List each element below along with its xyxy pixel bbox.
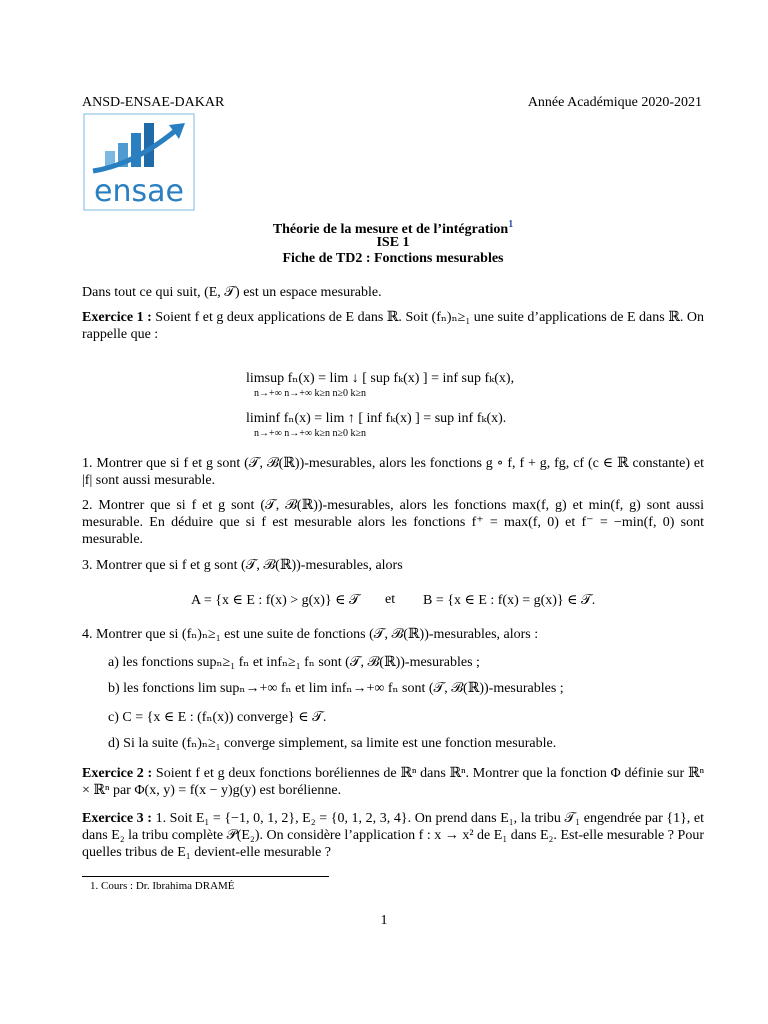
title-line1: Théorie de la mesure et de l’intégration$^1$ [272,219,514,237]
exercise-1-q4c: c) C = {x ∈ E : (fₙ(x)) converge} ∈ 𝒯. [108,710,327,725]
footnote-text: 1. Cours : Dr. Ibrahima DRAMÉ [90,880,235,892]
header-institution: ANSD-ENSAE-DAKAR [82,95,225,110]
equation-limsup: limsup fₙ(x) = lim ↓ [ sup fₖ(x) ] = inf sup fₖ(x), [246,371,515,386]
intro-text: Dans tout ce qui suit, (E, 𝒯) est un espace mesurable. [82,285,382,300]
equation-limsup-subscripts: n→+∞ n→+∞ k≥n n≥0 k≥n [254,388,367,399]
exercise-3-statement: Exercice 3 : 1. Soit E₁ = {−1, 0, 1, 2}, E₂ = {0, 1, 2, 3, 4}. On prend dans E₁, la tribu 𝒯₁ engendrée par {1}, et dans E₂ la tribu complète 𝒫(E₂). On considère l’application f : x → x² de E₁ dans E₂. Est-elle mesurable ? Pour quelles tribus de E₁ devient-elle mesurable ? [82,811,705,860]
exercise-1-q2: 2. Montrer que si f et g sont (𝒯, ℬ(ℝ))-mesurables, alors les fonctions max(f, g) et min(f, g) sont aussi mesurable. En déduire que si f est mesurable alors les fonctions f⁺ = max(f, 0) et f⁻ = −min(f, 0) sont mesurable. [82,498,704,547]
equation-et: et [385,592,396,607]
exercise-1-q4d: d) Si la suite (fₙ)ₙ≥₁ converge simplement, sa limite est une fonction mesurable. [108,736,557,751]
exercise-3-label: Exercice 3 : [82,811,152,826]
exercise-1-q4: 4. Montrer que si (fₙ)ₙ≥₁ est une suite de fonctions (𝒯, ℬ(ℝ))-mesurables, alors : [82,627,539,642]
exercise-1-q4b: b) les fonctions lim supₙ→+∞ fₙ et lim infₙ→+∞ fₙ sont (𝒯, ℬ(ℝ))-mesurables ; [108,681,564,696]
equation-set-a: A = {x ∈ E : f(x) > g(x)} ∈ 𝒯 [191,593,360,608]
equation-liminf-subscripts: n→+∞ n→+∞ k≥n n≥0 k≥n [254,428,367,439]
title-line3: Fiche de TD2 : Fonctions mesurables [282,251,504,266]
exercise-1-q1: 1. Montrer que si f et g sont (𝒯, ℬ(ℝ))-mesurables, alors les fonctions g ∘ f, f + g, fg, cf (c ∈ ℝ constante) et |f| sont aussi mesurable. [82,456,704,488]
exercise-1-statement: Exercice 1 : Soient f et g deux applications de E dans ℝ. Soit (fₙ)ₙ≥₁ une suite d’applications de E dans ℝ. On rappelle que : [82,310,704,342]
equation-liminf: liminf fₙ(x) = lim ↑ [ inf fₖ(x) ] = sup inf fₖ(x). [246,411,507,426]
logo-text: ensae [94,174,184,209]
exercise-1-label: Exercice 1 : [82,310,152,325]
exercise-2-statement: Exercice 2 : Soient f et g deux fonctions boréliennes de ℝⁿ dans ℝⁿ. Montrer que la fonction Φ définie sur ℝⁿ × ℝⁿ par Φ(x, y) = f(x − y)g(y) est borélienne. [82,766,704,798]
exercise-1-q3: 3. Montrer que si f et g sont (𝒯, ℬ(ℝ))-mesurables, alors [82,558,403,573]
footnote-rule [82,876,329,877]
ensae-logo [83,113,195,211]
footnote-mark: 1 [508,219,514,230]
page-number: 1 [380,913,388,928]
title-line2: ISE 1 [376,235,410,250]
header-year: Année Académique 2020-2021 [527,95,702,110]
exercise-1-q4a: a) les fonctions supₙ≥₁ fₙ et infₙ≥₁ fₙ sont (𝒯, ℬ(ℝ))-mesurables ; [108,655,480,670]
equation-set-b: B = {x ∈ E : f(x) = g(x)} ∈ 𝒯. [423,593,596,608]
exercise-2-label: Exercice 2 : [82,766,153,781]
